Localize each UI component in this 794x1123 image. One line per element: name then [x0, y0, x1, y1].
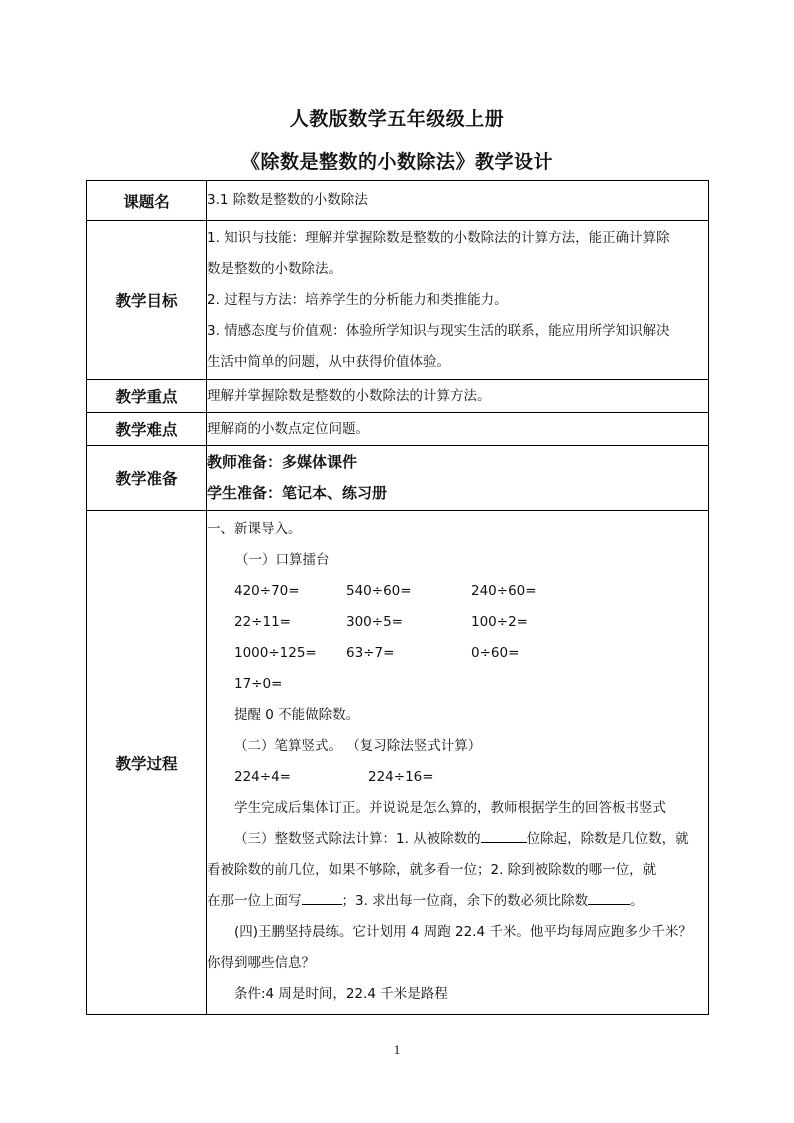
row-objectives	[87, 221, 709, 380]
oral-item: 63÷7=	[346, 645, 395, 661]
row-process	[87, 511, 709, 1015]
row-topic	[87, 181, 709, 221]
written-row	[207, 762, 708, 793]
objective-line: 1. 知识与技能：理解并掌握除数是整数的小数除法的计算方法，能正确计算除	[207, 229, 670, 246]
objective-line: 生活中简单的问题，从中获得价值体验。	[207, 353, 450, 370]
fill-blank	[481, 827, 527, 843]
written-title: （二）笔算竖式。 （复习除法竖式计算）	[234, 738, 482, 754]
value-topic: 3.1 除数是整数的小数除法	[207, 181, 709, 221]
rules-line-3	[207, 886, 708, 917]
fill-blank	[588, 889, 630, 905]
written-item: 224÷16=	[368, 769, 434, 785]
process-intro: 一、新课导入。	[207, 521, 302, 537]
rules-text: ；3. 求出每一位商，余下的数必须比除数	[341, 893, 589, 909]
teacher-preparation: 教师准备：多媒体课件	[207, 453, 358, 471]
rules-text: 在那一位上面写	[207, 893, 302, 909]
row-key-point	[87, 380, 709, 413]
row-preparation	[87, 446, 709, 511]
value-process	[207, 511, 709, 1015]
written-note: 学生完成后集体订正。并说说是怎么算的，教师根据学生的回答板书竖式	[234, 800, 666, 816]
oral-item: 540÷60=	[346, 583, 412, 599]
page-number: 1	[393, 1042, 401, 1057]
label-objectives: 教学目标	[87, 221, 207, 380]
oral-title: （一）口算擂台	[235, 552, 330, 568]
oral-item: 17÷0=	[234, 676, 283, 692]
problem-line-1: (四)王鹏坚持晨练。它计划用 4 周跑 22.4 千米。他平均每周应跑多少千米？	[234, 924, 692, 940]
condition: 条件:4 周是时间，22.4 千米是路程	[234, 986, 448, 1002]
label-difficulty: 教学难点	[87, 413, 207, 446]
value-key-point: 理解并掌握除数是整数的小数除法的计算方法。	[207, 380, 709, 413]
oral-item: 22÷11=	[234, 614, 291, 630]
oral-item: 100÷2=	[471, 614, 528, 630]
oral-row	[207, 607, 708, 638]
oral-item: 0÷60=	[471, 645, 520, 661]
label-key-point: 教学重点	[87, 380, 207, 413]
value-preparation	[207, 446, 709, 511]
oral-item: 1000÷125=	[234, 645, 317, 661]
objective-line: 2. 过程与方法：培养学生的分析能力和类推能力。	[207, 291, 508, 308]
label-topic: 课题名	[87, 181, 207, 221]
rules-text: （三）整数竖式除法计算：1. 从被除数的	[234, 831, 481, 847]
rules-text: 位除起，除数是几位数，就	[526, 831, 689, 847]
label-preparation: 教学准备	[87, 446, 207, 511]
fill-blank	[302, 889, 342, 905]
rules-text: 。	[630, 893, 644, 909]
oral-row	[207, 669, 708, 700]
oral-item: 420÷70=	[234, 583, 300, 599]
reminder: 提醒 0 不能做除数。	[234, 707, 360, 723]
value-objectives	[207, 221, 709, 380]
problem-line-2: 你得到哪些信息？	[207, 955, 315, 971]
document-subtitle: 《除数是整数的小数除法》教学设计	[240, 151, 553, 173]
written-item: 224÷4=	[234, 769, 291, 785]
objective-line: 3. 情感态度与价值观：体验所学知识与现实生活的联系，能应用所学知识解决	[207, 322, 670, 339]
objective-line: 数是整数的小数除法。	[207, 260, 342, 277]
student-preparation: 学生准备：笔记本、练习册	[207, 484, 388, 502]
lesson-plan-table	[86, 180, 709, 1015]
rules-line-1	[207, 824, 708, 855]
rules-line-2: 看被除数的前几位，如果不够除，就多看一位；2. 除到被除数的哪一位，就	[207, 862, 657, 878]
oral-row	[207, 638, 708, 669]
oral-row	[207, 576, 708, 607]
oral-item: 240÷60=	[471, 583, 537, 599]
oral-item: 300÷5=	[346, 614, 403, 630]
document-title: 人教版数学五年级级上册	[289, 108, 505, 130]
label-process: 教学过程	[87, 511, 207, 1015]
row-difficulty	[87, 413, 709, 446]
value-difficulty: 理解商的小数点定位问题。	[207, 413, 709, 446]
